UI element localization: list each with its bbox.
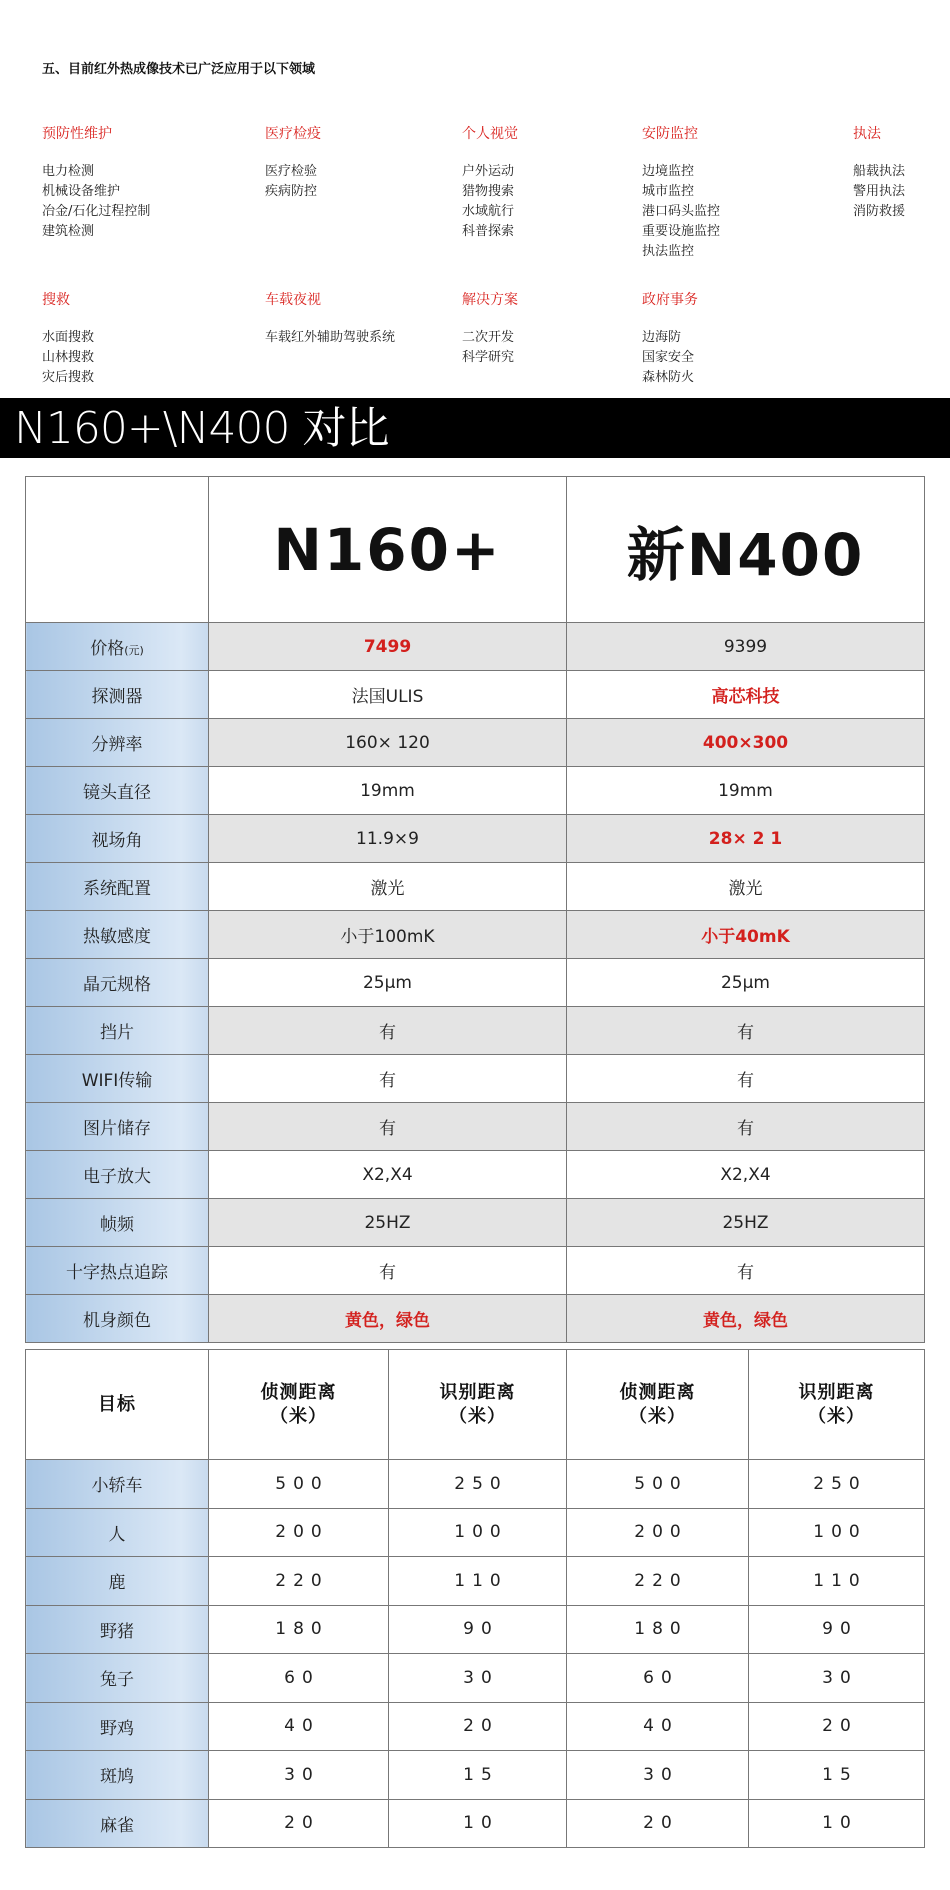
table-row <box>26 767 925 815</box>
table-header-row <box>26 477 925 623</box>
distance-cell: 90 <box>389 1605 567 1654</box>
detect-label: 侦测距离 <box>619 1381 696 1403</box>
category-predictive-maintenance <box>42 125 242 242</box>
distance-cell: 30 <box>389 1654 567 1703</box>
value-cell: 19mm <box>209 767 567 815</box>
category-item: 疾病防控 <box>265 184 318 199</box>
distance-cell: 110 <box>389 1557 567 1606</box>
distance-cell: 180 <box>567 1605 749 1654</box>
value-cell: 有 <box>209 1055 567 1103</box>
target-label: 野鸡 <box>26 1702 209 1751</box>
distance-cell: 30 <box>749 1654 925 1703</box>
category-item: 医疗检验 <box>265 164 318 179</box>
table-row <box>26 1508 925 1557</box>
distance-cell: 90 <box>749 1605 925 1654</box>
target-label: 兔子 <box>26 1654 209 1703</box>
row-label: 帧频 <box>26 1199 209 1247</box>
distance-cell: 60 <box>209 1654 389 1703</box>
category-heading: 医疗检疫 <box>265 126 321 142</box>
distance-cell: 500 <box>209 1460 389 1509</box>
value-cell: 有 <box>567 1055 925 1103</box>
target-label: 小轿车 <box>26 1460 209 1509</box>
distance-cell: 10 <box>389 1799 567 1848</box>
table-row <box>26 1751 925 1800</box>
distance-cell: 20 <box>567 1799 749 1848</box>
distance-header-row <box>26 1350 925 1460</box>
price-unit: (元) <box>124 644 144 657</box>
category-heading: 个人视觉 <box>462 126 518 142</box>
category-item: 港口码头监控 <box>642 204 721 219</box>
category-item: 灾后搜救 <box>42 370 95 385</box>
row-label: 镜头直径 <box>26 767 209 815</box>
distance-cell: 220 <box>209 1557 389 1606</box>
category-item: 车载红外辅助驾驶系统 <box>265 330 396 345</box>
category-heading: 预防性维护 <box>42 126 112 142</box>
row-label <box>26 623 209 671</box>
target-label: 麻雀 <box>26 1799 209 1848</box>
distance-cell: 110 <box>749 1557 925 1606</box>
distance-cell: 20 <box>209 1799 389 1848</box>
distance-cell: 20 <box>389 1702 567 1751</box>
category-security <box>642 125 842 262</box>
table-row <box>26 1702 925 1751</box>
category-item: 船载执法 <box>853 164 906 179</box>
category-item: 执法监控 <box>642 244 695 259</box>
category-item: 科普探索 <box>462 224 515 239</box>
identify-label: 识别距离 <box>798 1381 875 1403</box>
value-cell: X2,X4 <box>209 1151 567 1199</box>
distance-cell: 30 <box>209 1751 389 1800</box>
value-cell: 黄色，绿色 <box>567 1295 925 1343</box>
distance-cell: 180 <box>209 1605 389 1654</box>
table-row <box>26 1799 925 1848</box>
value-cell: 黄色，绿色 <box>209 1295 567 1343</box>
category-heading: 政府事务 <box>642 292 698 308</box>
distance-cell: 250 <box>389 1460 567 1509</box>
category-heading: 执法 <box>853 126 881 142</box>
table-row <box>26 1247 925 1295</box>
unit-label: （米） <box>449 1405 506 1427</box>
distance-cell: 200 <box>567 1508 749 1557</box>
table-row <box>26 815 925 863</box>
category-item: 森林防火 <box>642 370 695 385</box>
detect-distance-header <box>567 1350 749 1460</box>
row-label: 电子放大 <box>26 1151 209 1199</box>
row-label: WIFI传输 <box>26 1055 209 1103</box>
category-item: 冶金/石化过程控制 <box>42 204 151 219</box>
category-item: 边海防 <box>642 330 682 345</box>
table-row <box>26 1151 925 1199</box>
value-cell: 25μm <box>567 959 925 1007</box>
category-medical <box>265 125 465 202</box>
value-cell: 有 <box>209 1007 567 1055</box>
category-item: 边境监控 <box>642 164 695 179</box>
table-row <box>26 1460 925 1509</box>
value-cell: 28× 2 1 <box>567 815 925 863</box>
identify-distance-header <box>389 1350 567 1460</box>
category-item: 水面搜救 <box>42 330 95 345</box>
category-vehicle-night-vision <box>265 291 465 348</box>
category-item: 水域航行 <box>462 204 515 219</box>
row-label-text: 价格 <box>90 639 125 659</box>
table-row <box>26 1557 925 1606</box>
comparison-banner <box>0 398 950 458</box>
value-cell: 有 <box>567 1247 925 1295</box>
row-label: 系统配置 <box>26 863 209 911</box>
table-row <box>26 1199 925 1247</box>
value-cell: 160× 120 <box>209 719 567 767</box>
category-heading: 解决方案 <box>462 292 518 308</box>
category-item: 山林搜救 <box>42 350 95 365</box>
category-government <box>642 291 842 388</box>
distance-cell: 250 <box>749 1460 925 1509</box>
table-row <box>26 671 925 719</box>
detect-label: 侦测距离 <box>260 1381 337 1403</box>
distance-cell: 40 <box>567 1702 749 1751</box>
category-item: 科学研究 <box>462 350 515 365</box>
distance-cell: 100 <box>749 1508 925 1557</box>
table-row <box>26 1654 925 1703</box>
table-row <box>26 1007 925 1055</box>
category-item: 城市监控 <box>642 184 695 199</box>
category-heading: 安防监控 <box>642 126 698 142</box>
value-cell: 小于100mK <box>209 911 567 959</box>
category-search-rescue <box>42 291 242 388</box>
value-cell: 7499 <box>209 623 567 671</box>
distance-cell: 15 <box>749 1751 925 1800</box>
target-label: 鹿 <box>26 1557 209 1606</box>
value-cell: 有 <box>567 1007 925 1055</box>
category-solutions <box>462 291 662 368</box>
value-cell: 25HZ <box>567 1199 925 1247</box>
table-row <box>26 719 925 767</box>
category-item: 机械设备维护 <box>42 184 121 199</box>
distance-cell: 500 <box>567 1460 749 1509</box>
table-row <box>26 1055 925 1103</box>
table-row <box>26 959 925 1007</box>
model-header: 新N400 <box>567 477 925 623</box>
table-row <box>26 863 925 911</box>
category-item: 二次开发 <box>462 330 515 345</box>
value-cell: 激光 <box>567 863 925 911</box>
target-label: 人 <box>26 1508 209 1557</box>
value-cell: 法国ULIS <box>209 671 567 719</box>
distance-cell: 10 <box>749 1799 925 1848</box>
row-label: 晶元规格 <box>26 959 209 1007</box>
unit-label: （米） <box>629 1405 686 1427</box>
value-cell: 9399 <box>567 623 925 671</box>
category-heading: 搜救 <box>42 292 70 308</box>
category-personal-vision <box>462 125 662 242</box>
unit-label: （米） <box>270 1405 327 1427</box>
distance-cell: 200 <box>209 1508 389 1557</box>
value-cell: 25μm <box>209 959 567 1007</box>
row-label: 图片储存 <box>26 1103 209 1151</box>
model-header: N160+ <box>209 477 567 623</box>
row-label: 视场角 <box>26 815 209 863</box>
distance-cell: 15 <box>389 1751 567 1800</box>
category-item: 国家安全 <box>642 350 695 365</box>
distance-cell: 40 <box>209 1702 389 1751</box>
value-cell: X2,X4 <box>567 1151 925 1199</box>
row-label: 挡片 <box>26 1007 209 1055</box>
distance-cell: 220 <box>567 1557 749 1606</box>
value-cell: 小于40mK <box>567 911 925 959</box>
table-row <box>26 1103 925 1151</box>
distance-cell: 20 <box>749 1702 925 1751</box>
spec-comparison-table <box>25 476 925 1343</box>
table-row <box>26 1605 925 1654</box>
row-label: 热敏感度 <box>26 911 209 959</box>
value-cell: 激光 <box>209 863 567 911</box>
distance-cell: 100 <box>389 1508 567 1557</box>
value-cell: 高芯科技 <box>567 671 925 719</box>
category-item: 电力检测 <box>42 164 95 179</box>
target-label: 斑鸠 <box>26 1751 209 1800</box>
target-label: 野猪 <box>26 1605 209 1654</box>
value-cell: 19mm <box>567 767 925 815</box>
value-cell: 有 <box>209 1247 567 1295</box>
row-label: 十字热点追踪 <box>26 1247 209 1295</box>
category-law-enforcement <box>853 125 943 222</box>
identify-distance-header <box>749 1350 925 1460</box>
distance-cell: 30 <box>567 1751 749 1800</box>
distance-cell: 60 <box>567 1654 749 1703</box>
category-item: 警用执法 <box>853 184 906 199</box>
header-empty-cell <box>26 477 209 623</box>
category-item: 重要设施监控 <box>642 224 721 239</box>
value-cell: 有 <box>567 1103 925 1151</box>
application-fields-section <box>0 0 950 398</box>
detect-distance-header <box>209 1350 389 1460</box>
unit-label: （米） <box>808 1405 865 1427</box>
detection-distance-table <box>25 1349 925 1848</box>
category-item: 建筑检测 <box>42 224 95 239</box>
category-heading: 车载夜视 <box>265 292 321 308</box>
category-item: 猎物搜索 <box>462 184 515 199</box>
row-label: 分辨率 <box>26 719 209 767</box>
value-cell: 400×300 <box>567 719 925 767</box>
table-row <box>26 623 925 671</box>
row-label: 机身颜色 <box>26 1295 209 1343</box>
value-cell: 25HZ <box>209 1199 567 1247</box>
value-cell: 有 <box>209 1103 567 1151</box>
identify-label: 识别距离 <box>439 1381 516 1403</box>
value-cell: 11.9×9 <box>209 815 567 863</box>
banner-title: N160+\N400 对比 <box>14 403 389 454</box>
table-row <box>26 1295 925 1343</box>
target-header: 目标 <box>26 1350 209 1460</box>
table-row <box>26 911 925 959</box>
row-label: 探测器 <box>26 671 209 719</box>
category-item: 户外运动 <box>462 164 515 179</box>
category-item: 消防救援 <box>853 204 906 219</box>
section-title: 五、目前红外热成像技术已广泛应用于以下领域 <box>42 62 316 77</box>
